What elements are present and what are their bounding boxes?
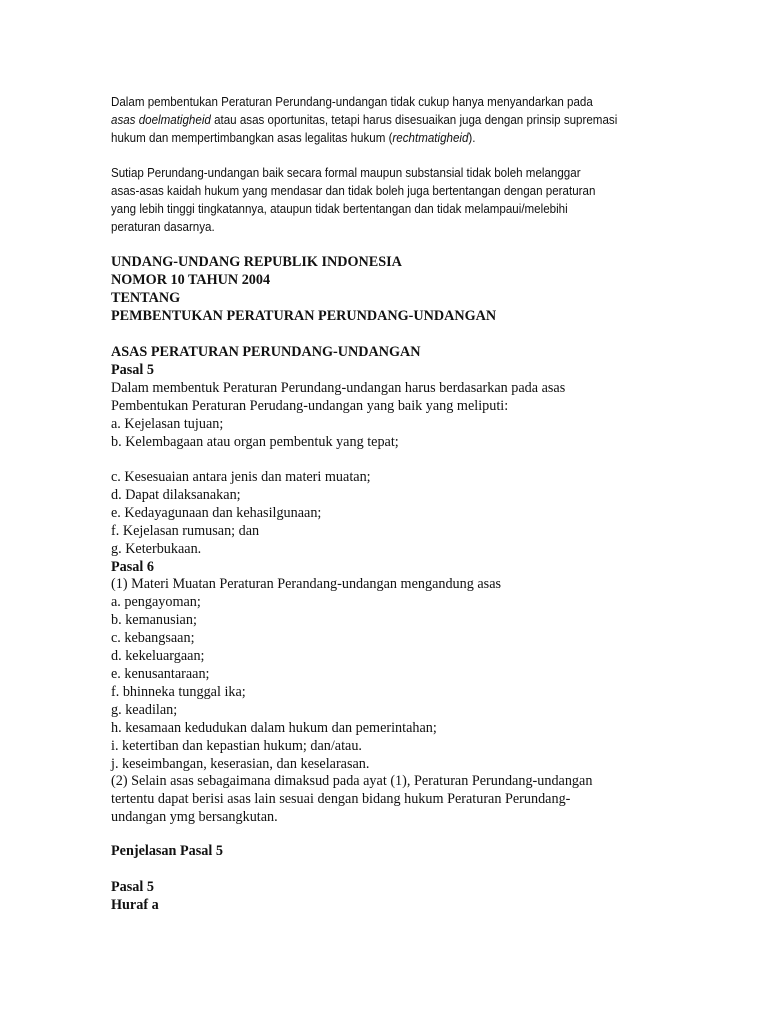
body-line: (2) Selain asas sebagaimana dimaksud pada ayat (1), Peraturan Perundang-undangan <box>111 773 593 790</box>
penjelasan-pasal <box>111 879 159 915</box>
intro-text: ). <box>468 131 476 145</box>
list-item: f. Kejelasan rumusan; dan <box>111 522 260 539</box>
penjelasan-title: Penjelasan Pasal 5 <box>111 843 223 859</box>
list-item: g. Keterbukaan. <box>111 540 202 557</box>
list-item: e. Kedayagunaan dan kehasilgunaan; <box>111 504 322 521</box>
intro-paragraph-1 <box>111 93 617 147</box>
pasal-5-list-continued <box>111 469 592 827</box>
italic-term: rechtmatigheid <box>392 131 469 145</box>
list-item: c. kebangsaan; <box>111 630 195 647</box>
pasal-title: Pasal 5 <box>111 361 154 378</box>
heading-line: TENTANG <box>111 289 181 306</box>
list-item: f. bhinneka tunggal ika; <box>111 683 246 700</box>
list-item: e. kenusantaraan; <box>111 665 210 682</box>
list-item: j. keseimbangan, keserasian, dan keselarasan. <box>111 755 370 772</box>
list-item: b. Kelembagaan atau organ pembentuk yang tepat; <box>111 433 399 450</box>
list-item: d. kekeluargaan; <box>111 648 205 665</box>
body-line: Pembentukan Peraturan Perudang-undangan yang baik yang meliputi: <box>111 397 509 414</box>
law-heading <box>111 254 496 326</box>
intro-line: peraturan dasarnya. <box>111 220 215 234</box>
body-line: tertentu dapat berisi asas lain sesuai dengan bidang hukum Peraturan Perundang- <box>111 791 571 808</box>
body-line: Dalam membentuk Peraturan Perundang-undangan harus berdasarkan pada asas <box>111 379 566 396</box>
intro-text: atau asas oportunitas, tetapi harus disesuaikan juga dengan prinsip supremasi <box>210 113 618 127</box>
intro-line: Sutiap Perundang-undangan baik secara formal maupun substansial tidak boleh melanggar <box>111 166 581 180</box>
intro-line <box>111 129 617 147</box>
pasal-title: Pasal 6 <box>111 558 154 575</box>
penjelasan-heading <box>111 843 223 861</box>
list-item: a. Kejelasan tujuan; <box>111 415 224 432</box>
intro-paragraph-2 <box>111 164 595 236</box>
pasal-title: Pasal 5 <box>111 879 154 895</box>
list-item: i. ketertiban dan kepastian hukum; dan/atau. <box>111 737 362 754</box>
intro-line: yang lebih tinggi tingkatannya, ataupun tidak bertentangan dan tidak melampaui/melebihi <box>111 202 568 216</box>
body-line: (1) Materi Muatan Peraturan Perandang-undangan mengandung asas <box>111 576 502 593</box>
huruf-title: Huraf a <box>111 896 159 913</box>
body-line: undangan ymg bersangkutan. <box>111 809 278 826</box>
intro-line <box>111 111 617 129</box>
section-title: ASAS PERATURAN PERUNDANG-UNDANGAN <box>111 344 421 360</box>
list-item: h. kesamaan kedudukan dalam hukum dan pemerintahan; <box>111 719 437 736</box>
heading-line: PEMBENTUKAN PERATURAN PERUNDANG-UNDANGAN <box>111 307 497 324</box>
intro-line: Dalam pembentukan Peraturan Perundang-undangan tidak cukup hanya menyandarkan pada <box>111 95 593 109</box>
italic-term: asas doelmatigheid <box>111 113 211 127</box>
list-item: a. pengayoman; <box>111 594 201 611</box>
heading-line: NOMOR 10 TAHUN 2004 <box>111 271 271 288</box>
pasal-5-section <box>111 344 565 451</box>
intro-line: asas-asas kaidah hukum yang mendasar dan tidak boleh juga bertentangan dengan peraturan <box>111 184 596 198</box>
list-item: g. keadilan; <box>111 701 178 718</box>
list-item: d. Dapat dilaksanakan; <box>111 486 241 503</box>
list-item: b. kemanusian; <box>111 612 197 629</box>
list-item: c. Kesesuaian antara jenis dan materi muatan; <box>111 469 371 485</box>
heading-line: UNDANG-UNDANG REPUBLIK INDONESIA <box>111 254 402 270</box>
intro-text: hukum dan mempertimbangkan asas legalitas hukum ( <box>111 131 393 145</box>
